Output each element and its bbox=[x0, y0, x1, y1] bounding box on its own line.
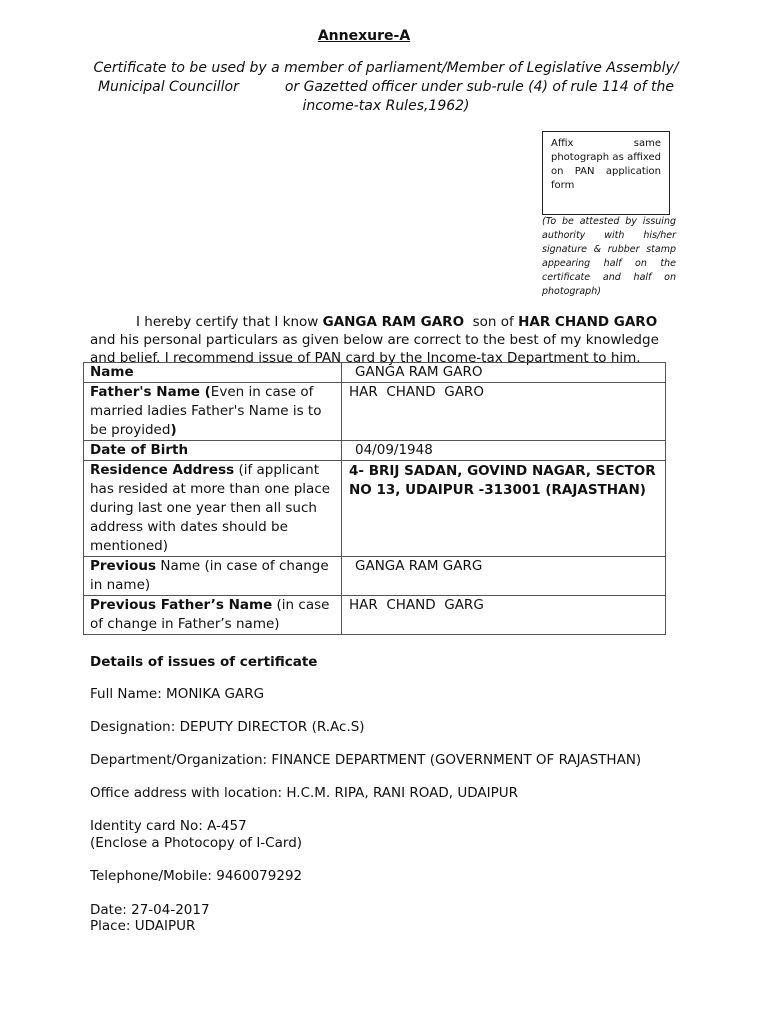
issuer-section-heading: Details of issues of certificate bbox=[90, 654, 318, 670]
issue-place: Place: UDAIPUR bbox=[90, 918, 196, 934]
label-rest: Name (in case of change in name) bbox=[90, 558, 329, 593]
subtitle-line-1: Certificate to be used by a member of parliament/Member of Legislative Assembly/ bbox=[93, 60, 679, 76]
subtitle-line-2b: or Gazetted officer under sub-rule (4) of rule 114 of the bbox=[284, 79, 675, 95]
certificate-subtitle bbox=[86, 59, 686, 116]
applicant-name: GANGA RAM GARO bbox=[322, 314, 465, 330]
certification-statement bbox=[90, 313, 676, 367]
label-bold: Father's Name ( bbox=[90, 384, 211, 400]
label-rest: Even in case of married ladies Father's Name is to be proyided bbox=[90, 384, 322, 438]
row-label bbox=[84, 363, 342, 383]
row-label bbox=[84, 596, 342, 635]
label-bold: Date of Birth bbox=[90, 442, 189, 458]
value-text: HAR CHAND GARG bbox=[349, 597, 484, 613]
issuer-designation: Designation: DEPUTY DIRECTOR (R.Ac.S) bbox=[90, 719, 365, 735]
row-label bbox=[84, 557, 342, 596]
value-text: 04/09/1948 bbox=[355, 442, 433, 458]
page-title: Annexure-A bbox=[317, 28, 411, 44]
row-value bbox=[342, 596, 666, 635]
cert-rest: and his personal particulars as given below are correct to the best of my knowledge and belief. I recommend issue of PAN card by the Income-tax Department to him. bbox=[90, 332, 659, 366]
table-row bbox=[84, 441, 666, 461]
father-name: HAR CHAND GARO bbox=[518, 314, 658, 330]
label-rest: (in case of change in Father’s name) bbox=[90, 597, 330, 632]
subtitle-line-3: income-tax Rules,1962) bbox=[302, 98, 470, 114]
row-label bbox=[84, 461, 342, 557]
label-bold: Previous bbox=[90, 558, 157, 574]
row-value bbox=[342, 557, 666, 596]
table-row bbox=[84, 383, 666, 441]
photo-instruction: Affix same photograph as affixed on PAN application form bbox=[551, 138, 661, 191]
table-row bbox=[84, 461, 666, 557]
label-bold: Name bbox=[90, 364, 134, 380]
issuer-enclose-note: (Enclose a Photocopy of I-Card) bbox=[90, 835, 303, 851]
value-text: 4- BRIJ SADAN, GOVIND NAGAR, SECTOR NO 13, UDAIPUR -313001 (RAJASTHAN) bbox=[349, 463, 656, 498]
particulars-table bbox=[83, 362, 666, 635]
cert-intro: I hereby certify that I know bbox=[136, 314, 323, 330]
table-row bbox=[84, 363, 666, 383]
row-value bbox=[342, 441, 666, 461]
subtitle-line-2 bbox=[86, 78, 686, 97]
table-row bbox=[84, 557, 666, 596]
subtitle-line-2a: Municipal Councillor bbox=[97, 79, 239, 95]
issue-date: Date: 27-04-2017 bbox=[90, 902, 210, 918]
issuer-telephone: Telephone/Mobile: 9460079292 bbox=[90, 868, 303, 884]
issuer-full-name: Full Name: MONIKA GARG bbox=[90, 686, 265, 702]
label-bold: Previous Father’s Name bbox=[90, 597, 273, 613]
issuer-office-address: Office address with location: H.C.M. RIPA, RANI ROAD, UDAIPUR bbox=[90, 785, 519, 801]
row-value bbox=[342, 363, 666, 383]
label-rest: (if applicant has resided at more than one place during last one year then all such address with dates should be mentioned) bbox=[90, 462, 331, 554]
cert-son-of: son of bbox=[464, 314, 519, 330]
table-row bbox=[84, 596, 666, 635]
attestation-note: (To be attested by issuing authority with his/her signature & rubber stamp appearing half on the certificate and half on photograph) bbox=[542, 216, 676, 297]
row-label bbox=[84, 441, 342, 461]
photo-placeholder-box bbox=[542, 131, 670, 215]
label-end: ) bbox=[170, 422, 177, 438]
value-text: GANGA RAM GARG bbox=[355, 558, 483, 574]
issuer-department: Department/Organization: FINANCE DEPARTMENT (GOVERNMENT OF RAJASTHAN) bbox=[90, 752, 642, 768]
row-value bbox=[342, 383, 666, 441]
value-text: GANGA RAM GARO bbox=[355, 364, 483, 380]
row-value bbox=[342, 461, 666, 557]
issuer-identity-card: Identity card No: A-457 bbox=[90, 818, 247, 834]
row-label bbox=[84, 383, 342, 441]
label-bold: Residence Address bbox=[90, 462, 235, 478]
value-text: HAR CHAND GARO bbox=[349, 384, 484, 400]
